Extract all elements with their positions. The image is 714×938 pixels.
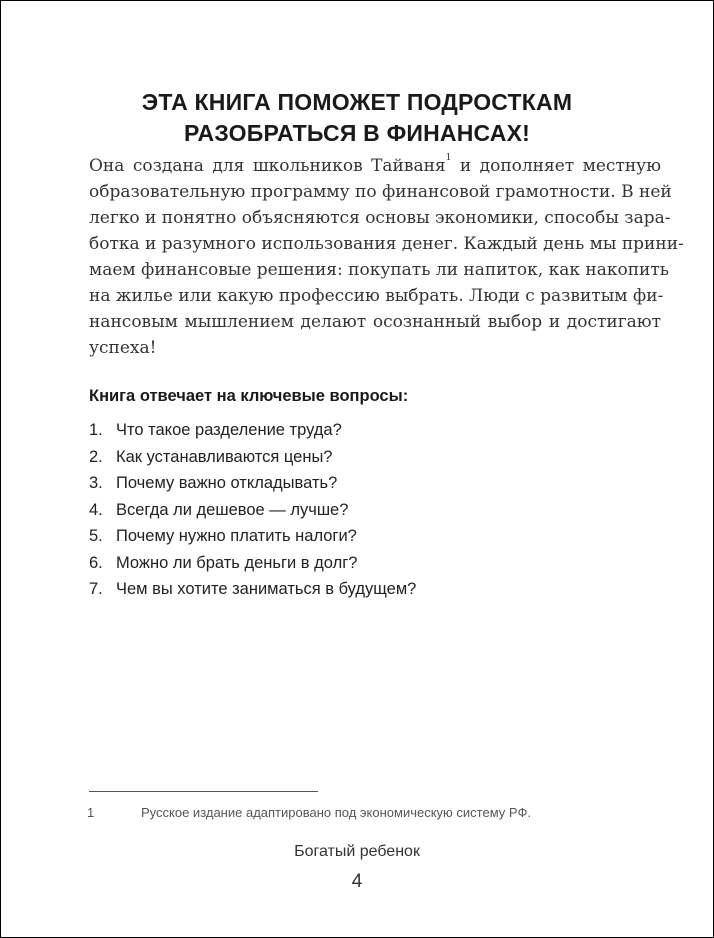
questions-heading: Книга отвечает на ключевые вопросы: bbox=[89, 387, 409, 405]
paragraph-line: нансовым мышлением делают осознанный выбор и достигают bbox=[89, 312, 661, 332]
running-footer: Богатый ребенок bbox=[294, 843, 420, 860]
list-item bbox=[89, 417, 416, 444]
list-text: Почему нужно платить налоги? bbox=[116, 527, 357, 545]
paragraph-text: Она создана для школьников Тайваня bbox=[89, 156, 446, 176]
paragraph-line: на жилье или какую профессию выбрать. Люди с развитым фи- bbox=[89, 286, 664, 306]
list-item bbox=[89, 550, 416, 577]
footnote-text: Русское издание адаптировано под экономическую систему РФ. bbox=[141, 805, 531, 820]
footnote bbox=[87, 805, 531, 820]
list-item bbox=[89, 497, 416, 524]
paragraph-line: маем финансовые решения: покупать ли напиток, как накопить bbox=[89, 260, 670, 280]
list-number: 1. bbox=[89, 421, 103, 439]
intro-paragraph bbox=[89, 153, 684, 361]
page-title bbox=[1, 87, 713, 149]
footnote-number: 1 bbox=[87, 805, 95, 820]
paragraph-line: образовательную программу по финансовой грамотности. В ней bbox=[89, 182, 672, 202]
list-text: Почему важно откладывать? bbox=[116, 474, 338, 492]
paragraph-line: успеха! bbox=[89, 338, 157, 358]
list-text: Всегда ли дешевое — лучше? bbox=[116, 500, 349, 519]
paragraph-text: и дополняет местную bbox=[451, 156, 661, 176]
list-number: 6. bbox=[89, 553, 103, 572]
list-item bbox=[89, 470, 416, 497]
paragraph-line: легко и понятно объясняются основы экономики, способы зара- bbox=[89, 208, 671, 228]
list-number: 5. bbox=[89, 527, 103, 545]
footnote-reference[interactable]: 1 bbox=[445, 153, 452, 163]
list-number: 2. bbox=[89, 447, 103, 466]
paragraph-line: ботка и разумного использования денег. Каждый день мы прини- bbox=[89, 234, 684, 254]
page-number: 4 bbox=[351, 871, 363, 892]
list-text: Как устанавливаются цены? bbox=[116, 447, 333, 466]
list-number: 7. bbox=[89, 580, 103, 598]
list-text: Что такое разделение труда? bbox=[116, 421, 342, 439]
list-text: Чем вы хотите заниматься в будущем? bbox=[116, 580, 417, 598]
list-number: 3. bbox=[89, 474, 103, 492]
questions-list bbox=[89, 417, 416, 603]
title-line: РАЗОБРАТЬСЯ В ФИНАНСАХ! bbox=[183, 120, 531, 146]
list-text: Можно ли брать деньги в долг? bbox=[116, 553, 358, 572]
list-number: 4. bbox=[89, 500, 103, 519]
list-item bbox=[89, 444, 416, 471]
paragraph-line bbox=[89, 153, 661, 179]
list-item bbox=[89, 523, 416, 550]
footnote-divider bbox=[89, 791, 318, 792]
list-item bbox=[89, 576, 416, 603]
title-line: ЭТА КНИГА ПОМОЖЕТ ПОДРОСТКАМ bbox=[141, 89, 573, 115]
